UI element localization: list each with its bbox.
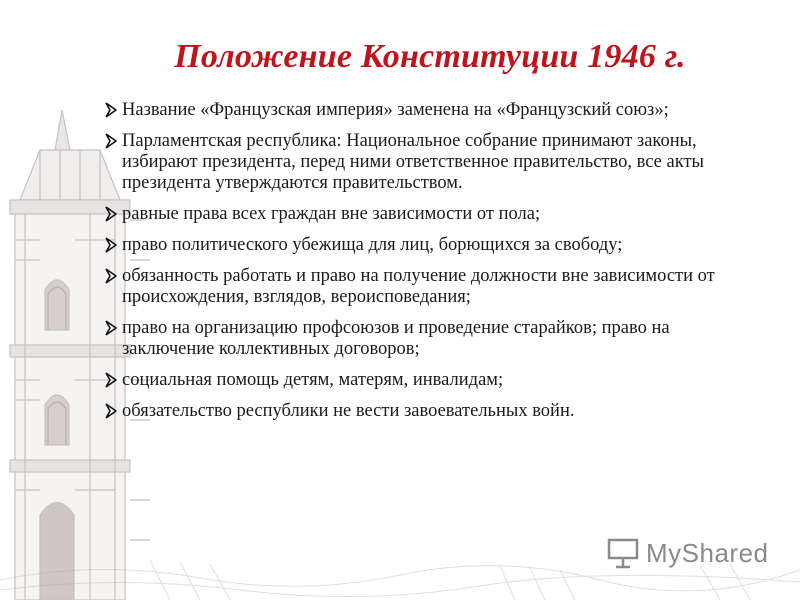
- watermark: [606, 536, 769, 572]
- arrow-bullet-icon: [104, 102, 118, 118]
- arrow-bullet-icon: [104, 320, 118, 336]
- presentation-board-icon: [606, 536, 640, 570]
- arrow-bullet-icon: [104, 133, 118, 149]
- bullet-list: [104, 100, 764, 432]
- arrow-bullet-icon: [104, 403, 118, 419]
- bullet-item: [104, 100, 764, 121]
- bullet-text: право политического убежища для лиц, борющихся за свободу;: [122, 235, 623, 255]
- bullet-text: равные права всех граждан вне зависимости от пола;: [122, 204, 541, 224]
- bullet-text: Название «Французская империя» заменена на «Французский союз»;: [122, 100, 669, 120]
- bullet-item: [104, 204, 764, 225]
- bullet-item: [104, 318, 764, 360]
- bullet-text: право на организацию профсоюзов и проведение старайков; право на заключение коллективных договоров;: [122, 318, 670, 359]
- bullet-text: обязанность работать и право на получение должности вне зависимости от происхождения, взглядов, вероисповедания;: [122, 266, 715, 307]
- arrow-bullet-icon: [104, 372, 118, 388]
- bullet-item: [104, 235, 764, 256]
- bullet-item: [104, 370, 764, 391]
- slide-title: Положение Конституции 1946 г.: [174, 38, 686, 75]
- bullet-item: [104, 266, 764, 308]
- watermark-text: MyShared: [646, 538, 769, 568]
- bullet-text: Парламентская республика: Национальное собрание принимают законы, избирают президента, перед ними ответственное правительство, все акты президента утверждаются правительством.: [122, 131, 704, 193]
- bullet-text: обязательство республики не вести завоевательных войн.: [122, 401, 575, 421]
- bullet-text: социальная помощь детям, матерям, инвалидам;: [122, 370, 504, 390]
- arrow-bullet-icon: [104, 206, 118, 222]
- arrow-bullet-icon: [104, 268, 118, 284]
- bullet-item: [104, 401, 764, 422]
- bullet-item: [104, 131, 764, 194]
- arrow-bullet-icon: [104, 237, 118, 253]
